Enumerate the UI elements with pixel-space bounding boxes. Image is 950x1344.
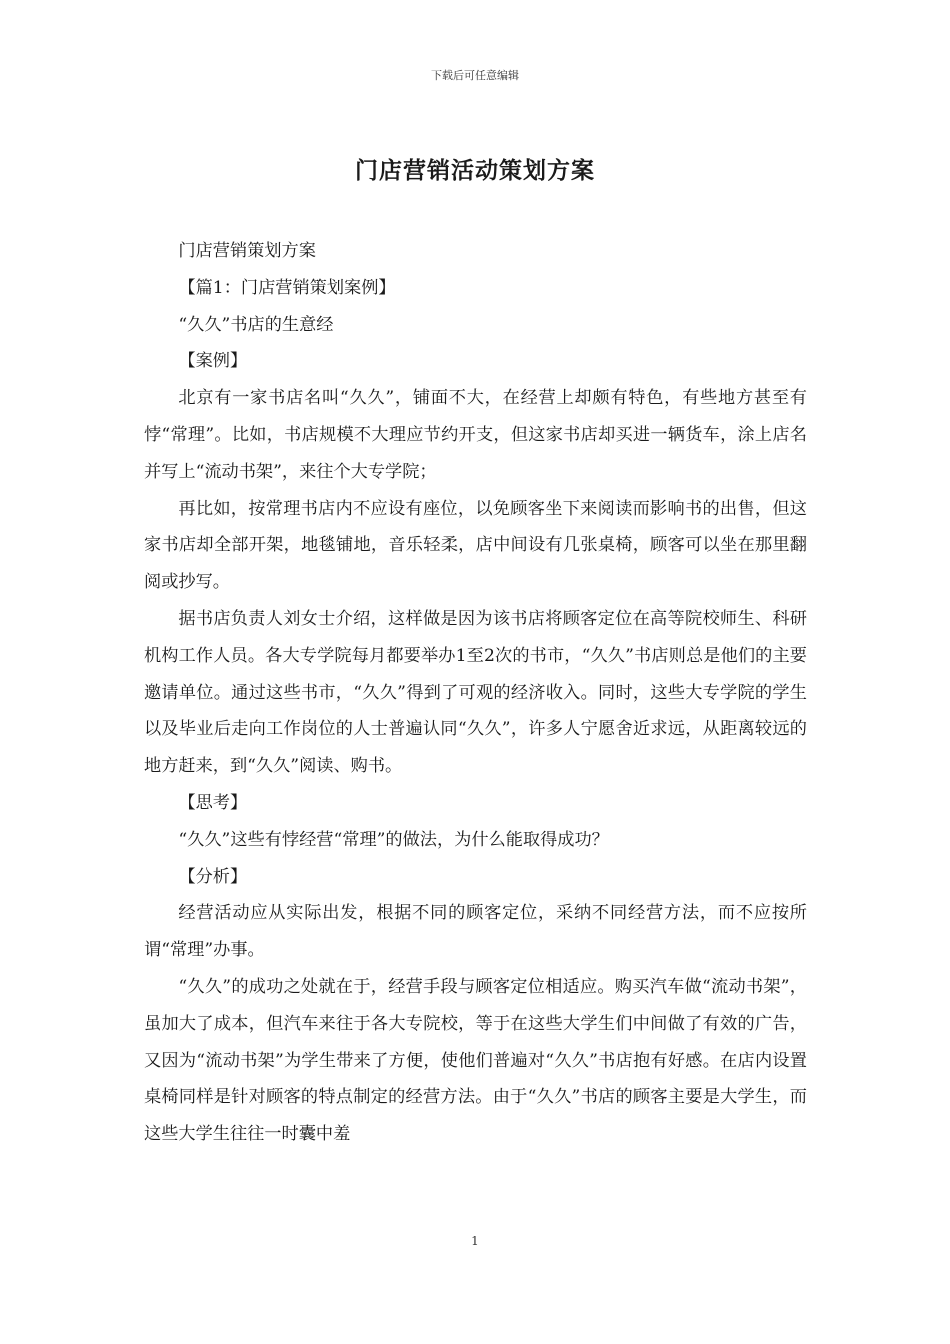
document-title: 门店营销活动策划方案: [355, 157, 595, 184]
paragraph-case-label: 【案例】: [178, 351, 248, 372]
paragraph: 据书店负责人刘女士介绍，这样做是因为该书店将顾客定位在高等院校师生、科研机构工作人员。各大专学院每月都要举办1至2次的书市，“久久”书店则总是他们的主要邀请单位。通过这些书市，“久久”得到了可观的经济收入。同时，这些大专学院的学生以及毕业后走向工作岗位的人士普遍认同“久久”，许多人宁愿舍近求远，从距离较远的地方赶来，到“久久”阅读、购书。: [144, 608, 807, 777]
paragraph-case-title: “久久”书店的生意经: [178, 314, 334, 335]
paragraph: 再比如，按常理书店内不应设有座位，以免顾客坐下来阅读而影响书的出售，但这家书店却全部开架，地毯铺地，音乐轻柔，店中间设有几张桌椅，顾客可以坐在那里翻阅或抄写。: [144, 498, 807, 593]
paragraph-section-heading: 【篇1：门店营销策划案例】: [178, 277, 396, 298]
paragraph: 北京有一家书店名叫“久久”，铺面不大，在经营上却颇有特色，有些地方甚至有悖“常理”。比如，书店规模不大理应节约开支，但这家书店却买进一辆货车，涂上店名并写上“流动书架”，来往个大专学院；: [144, 388, 807, 482]
paragraph-analysis-label: 【分析】: [178, 866, 248, 887]
page-number: 1: [471, 1234, 479, 1248]
paragraph-thinking-label: 【思考】: [178, 792, 248, 813]
paragraph-subtitle: 门店营销策划方案: [178, 241, 316, 261]
document-body: [144, 233, 807, 1153]
paragraph: “久久”这些有悖经营“常理”的做法，为什么能取得成功？: [178, 829, 609, 850]
paragraph: “久久”的成功之处就在于，经营手段与顾客定位相适应。购买汽车做“流动书架”，虽加大了成本，但汽车来往于各大专院校，等于在这些大学生们中间做了有效的广告，又因为“流动书架”为学生带来了方便，使他们普遍对“久久”书店抱有好感。在店内设置桌椅同样是针对顾客的特点制定的经营方法。由于“久久”书店的顾客主要是大学生，而这些大学生往往一时囊中羞: [144, 976, 807, 1145]
paragraph: 经营活动应从实际出发，根据不同的顾客定位，采纳不同经营方法，而不应按所谓“常理”办事。: [144, 903, 807, 961]
page-header: 下载后可任意编辑: [431, 69, 519, 82]
